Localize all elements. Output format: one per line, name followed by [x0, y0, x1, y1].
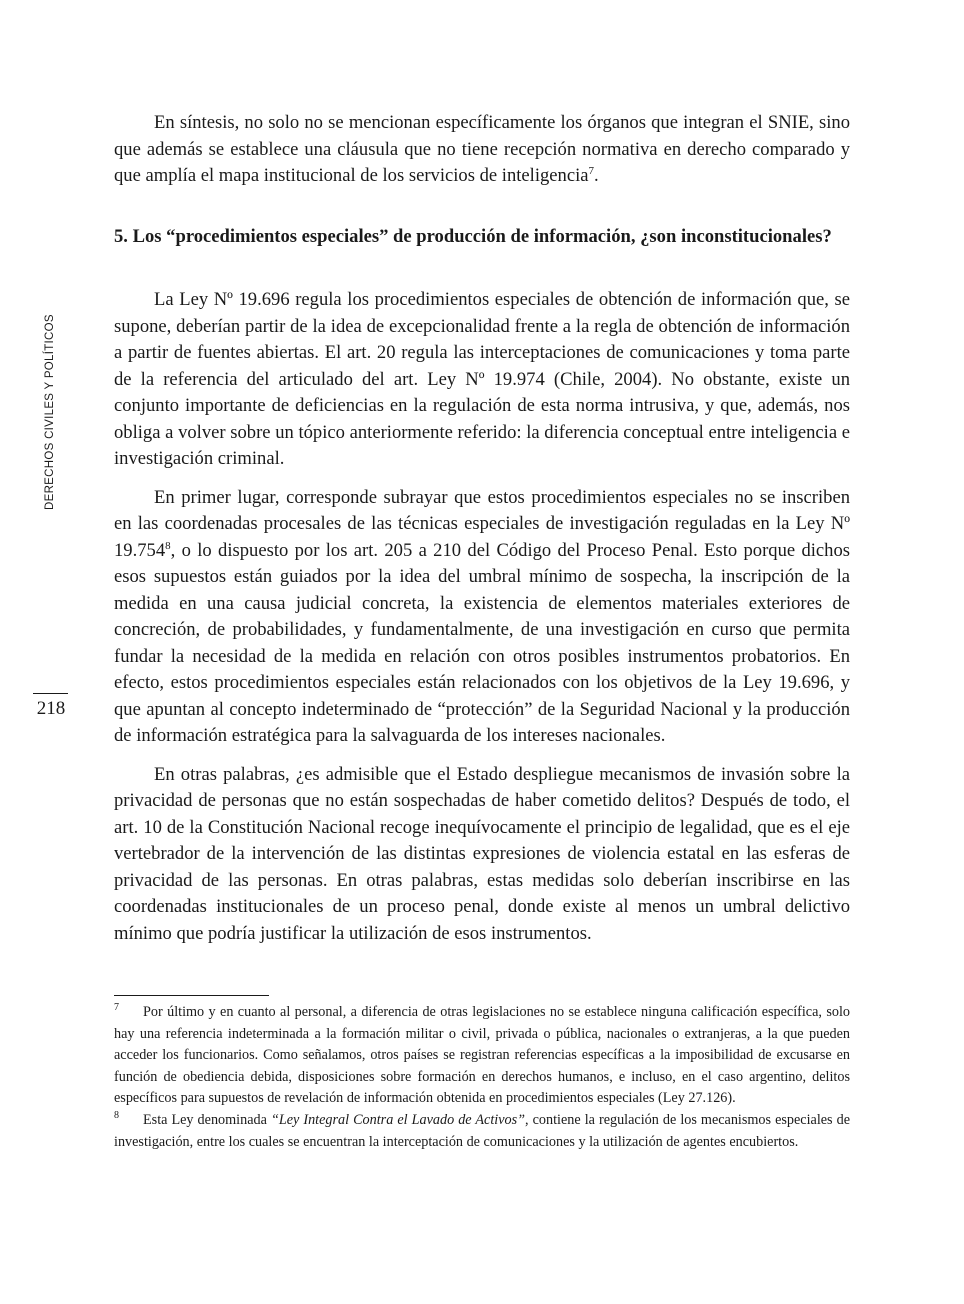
- section-body: [114, 287, 850, 947]
- paragraph-1-text: En síntesis, no solo no se mencionan específicamente los órganos que integran el SNIE, sino que además se establece una cláusula que no tiene recepción normativa en derecho comparado y que amplía el mapa institucional de los servicios de inteligencia: [114, 112, 850, 186]
- footnote-ref-7[interactable]: 7: [588, 164, 595, 177]
- section-heading: 5. Los “procedimientos especiales” de producción de información, ¿son inconstitucionales?: [114, 226, 832, 247]
- footnote-separator: [114, 995, 269, 996]
- page-number: 218: [36, 698, 66, 719]
- footnotes: [114, 1002, 850, 1153]
- paragraph-1: [114, 110, 850, 190]
- paragraph-3: [114, 485, 850, 750]
- footnote-ref-8[interactable]: 8: [165, 539, 171, 552]
- paragraph-4: En otras palabras, ¿es admisible que el Estado despliegue mecanismos de invasión sobre la privacidad de personas que no están sospechadas de haber cometido delitos? Después de todo, el art. 10 de la Constitución Nacional recoge inequívocamente el principio de legalidad, que es el eje vertebrador de la intervención de las distintas expresiones de violencia estatal en las esferas de privacidad de las personas. En otras palabras, estas medidas solo deberían inscribirse en las coordenadas institucionales de un proceso penal, donde existe al menos un umbral delictivo mínimo que podría justificar la utilización de esos instrumentos.: [114, 763, 850, 944]
- paragraph-3-rest: , o lo dispuesto por los art. 205 a 210 del Código del Proceso Penal. Esto porque dichos esos supuestos están guiados por la idea del umbral mínimo de sospecha, la inscripción de la medida en una causa judicial concreta, la existencia de elementos materiales exteriores de concreción, de probabilidades, y fundamentalmente, de una investigación en curso que permita fundar la necesidad de la medida en relación con otros posibles instrumentos probatorios. En efecto, estos procedimientos especiales están relacionados con los objetivos de la Ley 19.696, y que apuntan al concepto indeterminado de “protección” de la Seguridad Nacional y la producción de información estratégica para la salvaguarda de los intereses nacionales.: [114, 539, 850, 746]
- footnote-law-title: “Ley Integral Contra el Lavado de Activos”: [270, 1111, 526, 1128]
- footnote-text-rest: , contiene la regulación de los mecanismos especiales de investigación, entre los cuales se encuentran la interceptación de comunicaciones y la utilización de agentes encubiertos.: [114, 1111, 851, 1150]
- paragraph-2: La Ley Nº 19.696 regula los procedimientos especiales de obtención de información que, se supone, deberían partir de la idea de excepcionalidad frente a la regla de obtención de información a partir de fuentes abiertas. El art. 20 regula las interceptaciones de comunicaciones y toma parte de la referencia del articulado del art. Ley Nº 19.974 (Chile, 2004). No obstante, existe un conjunto importante de deficiencias en la regulación de esta norma intrusiva, y que, además, nos obliga a volver sobre un tópico anteriormente referido: la diferencia conceptual entre inteligencia e investigación criminal.: [114, 289, 850, 469]
- running-section-label: DERECHOS CIVILES Y POLÍTICOS: [44, 314, 56, 510]
- footnote-8: 8 Esta Ley denominada “Ley Integral Contra el Lavado de Activos”, contiene la regulación de los mecanismos especiales de investigación, entre los cuales se encuentran la interceptación de comunicaciones y la utilización de agentes encubiertos.: [114, 1110, 851, 1150]
- intro-text: [114, 110, 850, 190]
- footnote-text: Esta Ley denominada: [143, 1111, 271, 1128]
- page-number-rule: [33, 693, 68, 694]
- footnote-7: 7 Por último y en cuanto al personal, a diferencia de otras legislaciones no se establece ninguna calificación específica, solo hay una referencia indeterminada a la formación militar o civil, privada o pública, nacionales o extranjeras, a la que pueden acceder los funcionarios. Como señalamos, otros países se registran referencias específicas a la imposibilidad de excusarse en función de obediencia debida, disposiciones sobre formación en derechos humanos, e incluso, en el caso argentino, delitos específicos para supuestos de revelación de información obtenida en procedimientos especiales (Ley 27.126).: [114, 1002, 850, 1107]
- paragraph-1-end: .: [594, 165, 599, 186]
- footnote-text: Por último y en cuanto al personal, a diferencia de otras legislaciones no se establece ninguna calificación específica, solo hay una referencia indeterminada a la formación militar o civil, privada o pública, nacionales o extranjeras, a la que pueden acceder los funcionarios. Como señalamos, otros países se registran referencias específicas a la imposibilidad de excusarse en función de obediencia debida, disposiciones sobre formación en derechos humanos, e incluso, en el caso argentino, delitos específicos para supuestos de revelación de información obtenida en procedimientos especiales (Ley 27.126).: [114, 1004, 850, 1107]
- paragraph-3-text: En primer lugar, corresponde subrayar que estos procedimientos especiales no se inscriben en las coordenadas procesales de las técnicas especiales de investigación reguladas en la Ley Nº 19.754: [114, 486, 850, 561]
